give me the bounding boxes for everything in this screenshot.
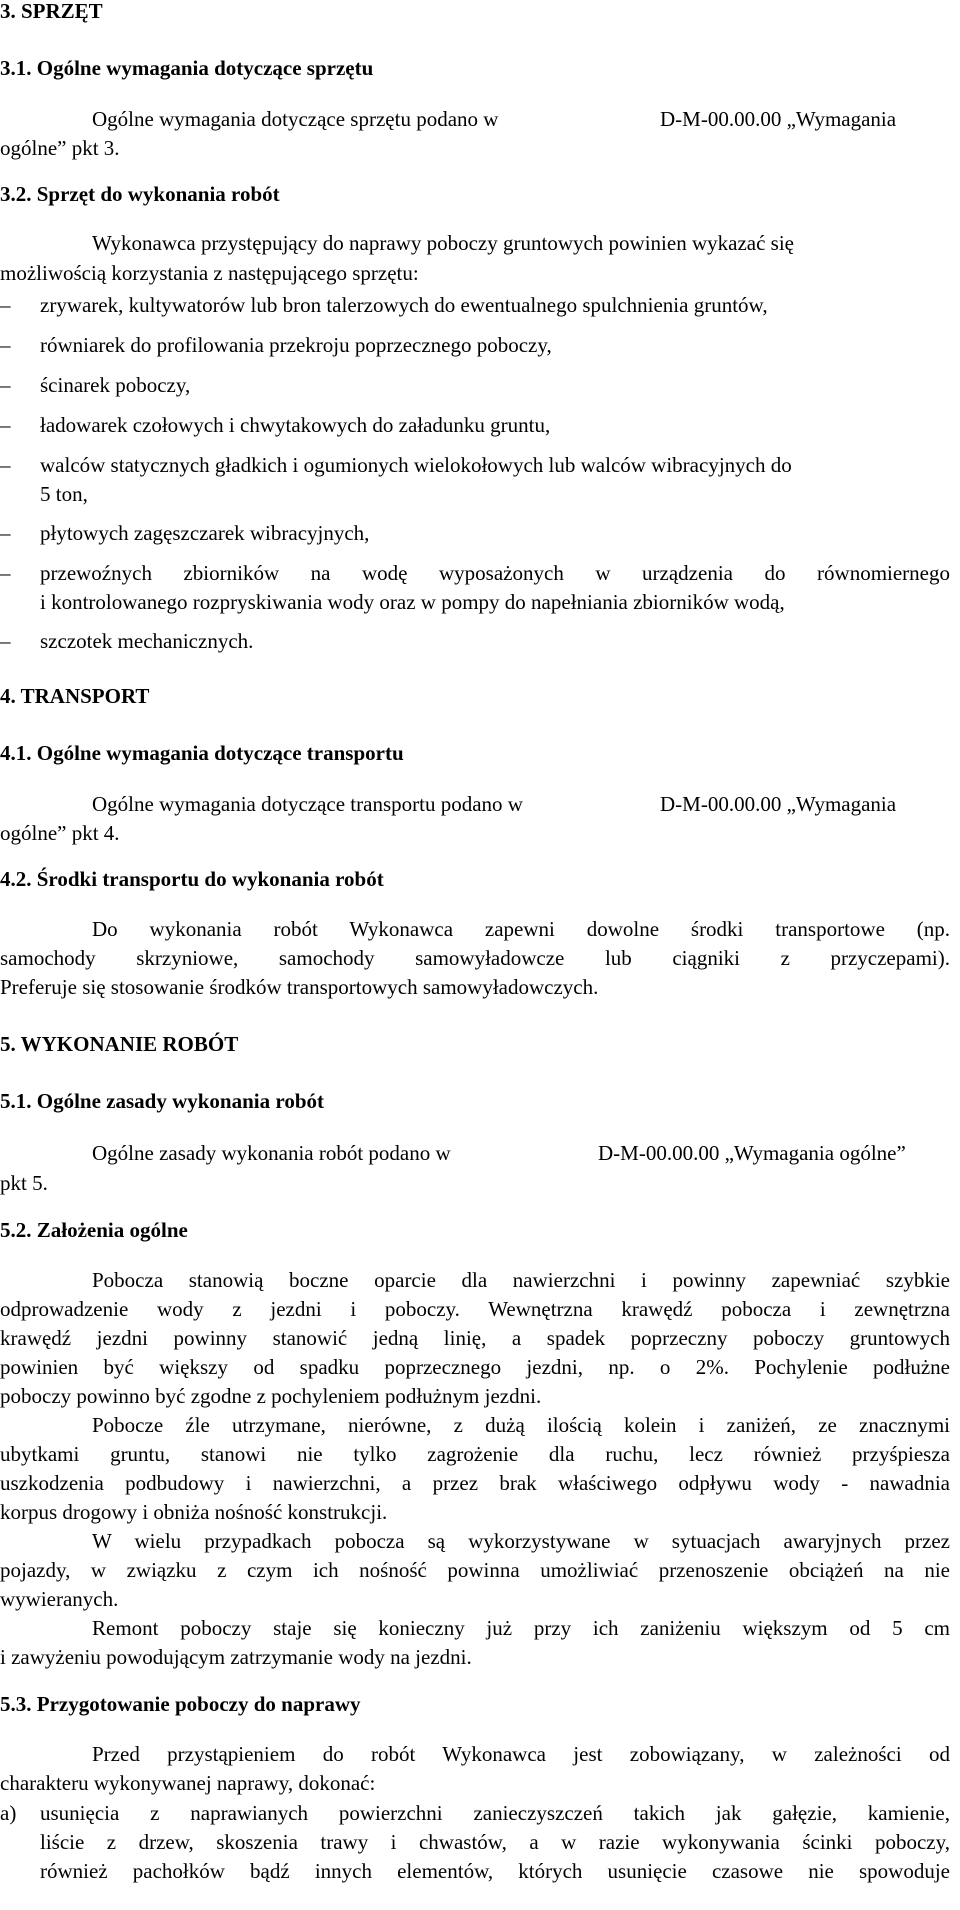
list-item: 5 ton, [40, 482, 88, 506]
paragraph-line: Ogólne wymagania dotyczące transportu podano w [92, 792, 523, 816]
paragraph-line: możliwością korzystania z następującego sprzętu: [0, 261, 419, 285]
paragraph-line: Remont poboczy staje się konieczny już przy ich zaniżeniu większym od 5 cm [92, 1616, 950, 1640]
paragraph-line: Ogólne wymagania dotyczące sprzętu podano w [92, 107, 499, 131]
paragraph-line: Pobocze źle utrzymane, nierówne, z dużą ilością kolein i zaniżeń, ze znacznymi [92, 1413, 950, 1437]
list-bullet: – [0, 629, 11, 653]
list-item: równiarek do profilowania przekroju poprzecznego poboczy, [40, 333, 552, 357]
paragraph-line: pkt 5. [0, 1171, 48, 1195]
list-bullet: – [0, 561, 11, 585]
section-heading: 5. WYKONANIE ROBÓT [0, 1032, 239, 1056]
list-bullet: – [0, 521, 11, 545]
paragraph-line: ogólne” pkt 4. [0, 821, 120, 845]
paragraph-line: D-M-00.00.00 „Wymagania [660, 792, 897, 816]
section-heading: 3. SPRZĘT [0, 0, 103, 23]
list-bullet: – [0, 293, 11, 317]
paragraph-line: Pobocza stanowią boczne oparcie dla nawierzchni i powinny zapewniać szybkie [92, 1268, 950, 1292]
paragraph-line: W wielu przypadkach pobocza są wykorzystywane w sytuacjach awaryjnych przez [92, 1529, 950, 1553]
paragraph-line: Ogólne zasady wykonania robót podano w [92, 1141, 451, 1165]
paragraph-line: uszkodzenia podbudowy i nawierzchni, a przez brak właściwego odpływu wody - nawadnia [0, 1471, 950, 1495]
paragraph-line: korpus drogowy i obniża nośność konstrukcji. [0, 1500, 388, 1524]
paragraph-line: samochody skrzyniowe, samochody samowyładowcze lub ciągniki z przyczepami). [0, 946, 950, 970]
subsection-heading: 4.2. Środki transportu do wykonania robót [0, 867, 384, 891]
list-marker: a) [0, 1801, 17, 1825]
subsection-heading: 3.2. Sprzęt do wykonania robót [0, 182, 280, 206]
list-item: również pachołków bądź innych elementów, których usunięcie czasowe nie spowoduje [40, 1859, 950, 1883]
list-bullet: – [0, 413, 11, 437]
subsection-heading: 3.1. Ogólne wymagania dotyczące sprzętu [0, 56, 374, 80]
paragraph-line: pojazdy, w związku z czym ich nośność powinna umożliwiać przenoszenie obciążeń na nie [0, 1558, 950, 1582]
paragraph-line: ubytkami gruntu, stanowi nie tylko zagrożenie dla ruchu, lecz również przyśpiesza [0, 1442, 950, 1466]
paragraph-line: krawędź jezdni powinny stanowić jedną linię, a spadek poprzeczny poboczy gruntowych [0, 1326, 950, 1350]
subsection-heading: 5.2. Założenia ogólne [0, 1218, 188, 1242]
list-item: przewoźnych zbiorników na wodę wyposażonych w urządzenia do równomiernego [40, 561, 950, 585]
list-item: zrywarek, kultywatorów lub bron talerzowych do ewentualnego spulchnienia gruntów, [40, 293, 768, 317]
list-item: walców statycznych gładkich i ogumionych wielokołowych lub walców wibracyjnych do [40, 453, 792, 477]
list-item: liście z drzew, skoszenia trawy i chwastów, a w razie wykonywania ścinki poboczy, [40, 1830, 950, 1854]
section-heading: 4. TRANSPORT [0, 684, 150, 708]
paragraph-line: Przed przystąpieniem do robót Wykonawca jest zobowiązany, w zależności od [92, 1742, 950, 1766]
subsection-heading: 5.1. Ogólne zasady wykonania robót [0, 1089, 324, 1113]
paragraph-line: Wykonawca przystępujący do naprawy poboczy gruntowych powinien wykazać się [92, 231, 794, 255]
paragraph-line: powinien być większy od spadku poprzecznego jezdni, np. o 2%. Pochylenie podłużne [0, 1355, 950, 1379]
paragraph-line: D-M-00.00.00 „Wymagania [660, 107, 897, 131]
subsection-heading: 4.1. Ogólne wymagania dotyczące transportu [0, 741, 404, 765]
subsection-heading: 5.3. Przygotowanie poboczy do naprawy [0, 1692, 361, 1716]
list-item: usunięcia z naprawianych powierzchni zanieczyszczeń takich jak gałęzie, kamienie, [40, 1801, 950, 1825]
list-item: ścinarek poboczy, [40, 373, 191, 397]
paragraph-line: ogólne” pkt 3. [0, 136, 120, 160]
paragraph-line: charakteru wykonywanej naprawy, dokonać: [0, 1771, 376, 1795]
list-item: ładowarek czołowych i chwytakowych do załadunku gruntu, [40, 413, 551, 437]
list-item: szczotek mechanicznych. [40, 629, 254, 653]
list-bullet: – [0, 453, 11, 477]
paragraph-line: i zawyżeniu powodującym zatrzymanie wody na jezdni. [0, 1645, 472, 1669]
paragraph-line: wywieranych. [0, 1587, 119, 1611]
paragraph-line: poboczy powinno być zgodne z pochyleniem podłużnym jezdni. [0, 1384, 542, 1408]
paragraph-line: D-M-00.00.00 „Wymagania ogólne” [598, 1141, 906, 1165]
paragraph-line: Do wykonania robót Wykonawca zapewni dowolne środki transportowe (np. [92, 917, 950, 941]
paragraph-line: Preferuje się stosowanie środków transportowych samowyładowczych. [0, 975, 599, 999]
list-item: i kontrolowanego rozpryskiwania wody oraz w pompy do napełniania zbiorników wodą, [40, 590, 785, 614]
list-bullet: – [0, 373, 11, 397]
list-item: płytowych zagęszczarek wibracyjnych, [40, 521, 370, 545]
paragraph-line: odprowadzenie wody z jezdni i poboczy. Wewnętrzna krawędź pobocza i zewnętrzna [0, 1297, 950, 1321]
list-bullet: – [0, 333, 11, 357]
